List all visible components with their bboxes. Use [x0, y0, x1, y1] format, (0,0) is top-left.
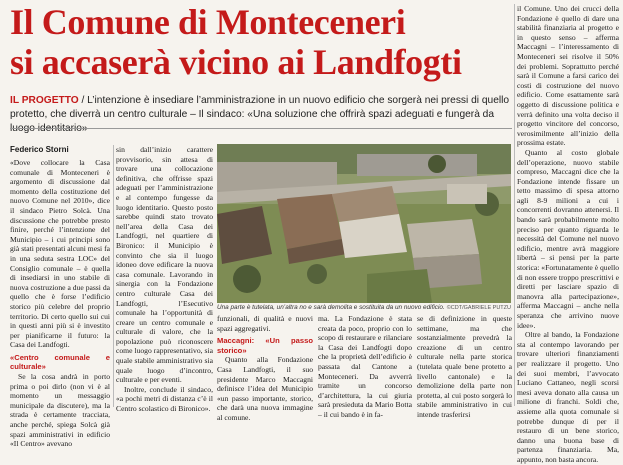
- column-rule: [113, 145, 114, 407]
- col6-paragraph-2: Quanto al costo globale dell’operazione, nuovo stabile compreso, Maccagni dice che la Fondazione intende fissare un tetto massimo di spesa attorno agli 8-9 milioni a cui i concorrenti dovranno attenersi. Il bando sarà probabilmente molto preciso per quanto riguarda le necessità del Comune nel nuovo edificio, mentre avrà maggiore libertà – si pensi per la parte storica: «Fortunatamente è quello di non essere troppo prescrittivi e diretti per lasciare spazio di manovra alla partecipazione», afferma Maccagni – anche nella speranza che arrivino nuove idee».: [517, 147, 619, 330]
- photo-credit: ©CDT/GABRIELE PUTZU: [446, 305, 511, 311]
- column-1: [10, 158, 110, 449]
- divider: [10, 128, 512, 129]
- headline-line1: Il Comune di Monteceneri: [10, 2, 406, 42]
- column-5: [417, 314, 512, 419]
- col1-subheading: «Centro comunale e culturale»: [10, 352, 110, 372]
- col3-paragraph-1: funzionali, di qualità e nuovi spazi aggregativi.: [217, 314, 313, 333]
- col2-paragraph-1: sin dall’inizio carattere provvisorio, sin attesa di trovare una collocazione definitiva, che offrisse spazi adeguati per l’amministrazione e al contempo fungesse da luogo identitario. Questo posto sarebbe quindi stato trovato nell’area della Casa dei Landfogti, nel quartiere di Bironico: il Municipio è convinto che sia il luogo idoneo dove edificare la nuova casa comunale. Lavorando in sinergia con la Fondazione centro culturale Casa dei Landfogti, l’Esecutivo comunale ha l’opportunità di creare un centro comunale e culturale di valore, che la popolazione può riconoscere come luogo rappresentativo, sia quale stabile amministrativo sia quale luogo d’incontro, culturale e per eventi.: [116, 145, 213, 385]
- kicker-tag: IL PROGETTO: [10, 95, 79, 106]
- col6-paragraph-3: Oltre al bando, la Fondazione sta al contempo lavorando per trovare ulteriori finanziamenti per realizzare il progetto. Uno dei suoi membri, l’avvocato Luciano Cattaneo, negli scorsi mesi aveva donato alla causa un milione di franchi. Soldi che, assieme alla quota comunale si potrebbe dunque di per il restauro di un bene storico, danno una buona base di partenza finanziaria. Ma, appunto, non basta ancora.: [517, 330, 619, 464]
- photo-caption: [217, 304, 511, 312]
- col4-paragraph: ma. La Fondazione è stata creata da poco, proprio con lo scopo di restaurare e rilanciare la Casa dei Landfogti dopo che la proprietà dell’edificio è passata dal Cantone a Monteceneri. Da avverrà tramite un concorso d’architettura, la cui giuria sarà presieduta da Mario Botta – il cui bando è in fa-: [318, 314, 412, 419]
- col5-paragraph: se di definizione in queste settimane, ma che sostanzialmente prevedrà la creazione di un centro culturale nella parte storica (tutelata quale bene protetto a livello cantonale) e la demolizione della parte non protetta, al cui posto sorgerà lo stabile amministrativo in cui intende trasferirsi: [417, 314, 512, 419]
- column-4: [318, 314, 412, 419]
- sidebar-rule: [514, 4, 515, 406]
- kicker-text: / L’intenzione è insediare l’amministrazione in un nuovo edificio che sorgerà nei pressi di quello protetto, che diverrà un centro culturale – Il sindaco: «Una soluzione che offrirà spazi adeguati e fungerà da: [10, 95, 510, 120]
- col1-paragraph-2: Se la cosa andrà in porto prima o poi dirlo (non vi è al momento un messaggio municipale da discutere), ma la strada è certamente tracciata, anche perché, spiega Solcà già spazi amministrativi in edificio «Il Centro» avevano: [10, 372, 110, 449]
- aerial-photo: [217, 144, 511, 303]
- aerial-photo-image: [217, 144, 511, 303]
- byline: Federico Storni: [10, 145, 69, 154]
- column-2: [116, 145, 213, 414]
- col3-paragraph-2: Quanto alla Fondazione Casa Landfogti, il suo presidente Marco Maccagni definisce l’idea del Municipio «un passo importante, storico, che darà una nuova immagine al comune.: [217, 355, 313, 422]
- kicker: [10, 94, 510, 136]
- column-6: [517, 4, 619, 464]
- headline: [10, 2, 512, 82]
- col1-paragraph-1: «Dove collocare la Casa comunale di Monteceneri è argomento di discussione dal momento della costituzione del nuovo Comune nel 2010», dice il sindaco Pietro Solcà. Una discussione che potrebbe presto finire, perché l’intenzione del Municipio – i cui principi sono già stati presentati alcuni mesi fa in una seduta sestra LOC» del Consiglio comunale – è quella di insediarsi in uno stabile di nuova costruzione a due passi da quello che è forse l’edificio storico più celebre del proprio territorio. Di certo quello sui cui in questi anni più si è investito per pianificarne il futuro: la Casa dei Landfogti.: [10, 158, 110, 350]
- photo-caption-text: Una parte è tutelata, un’altra no e sarà demolita e sostituita da un nuovo edificio.: [217, 304, 445, 311]
- col6-paragraph-1: il Comune. Uno dei crucci della Fondazione è quello di dare una stabilità finanziaria al progetto e in questo senso – afferma Maccagni – l’interessamento di Monteceneri sei risolve il 50% dei problemi. Soprattutto perché sarà il Comune a farsi carico dei costi di costruzione del nuovo edificio. Come esattamente sarà oggetto di discussione politica e verrà definito una volta deciso il progetto vincitore del concorso, verosimilmente all’inizio della prossima estate.: [517, 4, 619, 148]
- headline-line2: si accaserà vicino ai Landfogti: [10, 42, 462, 82]
- col2-paragraph-2: Inoltre, conclude il sindaco, «a pochi metri di distanza c’è il Centro scolastico di Bironico».: [116, 384, 213, 414]
- col3-subheading: Maccagni: «Un passo storico»: [217, 336, 313, 355]
- column-3: [217, 314, 313, 422]
